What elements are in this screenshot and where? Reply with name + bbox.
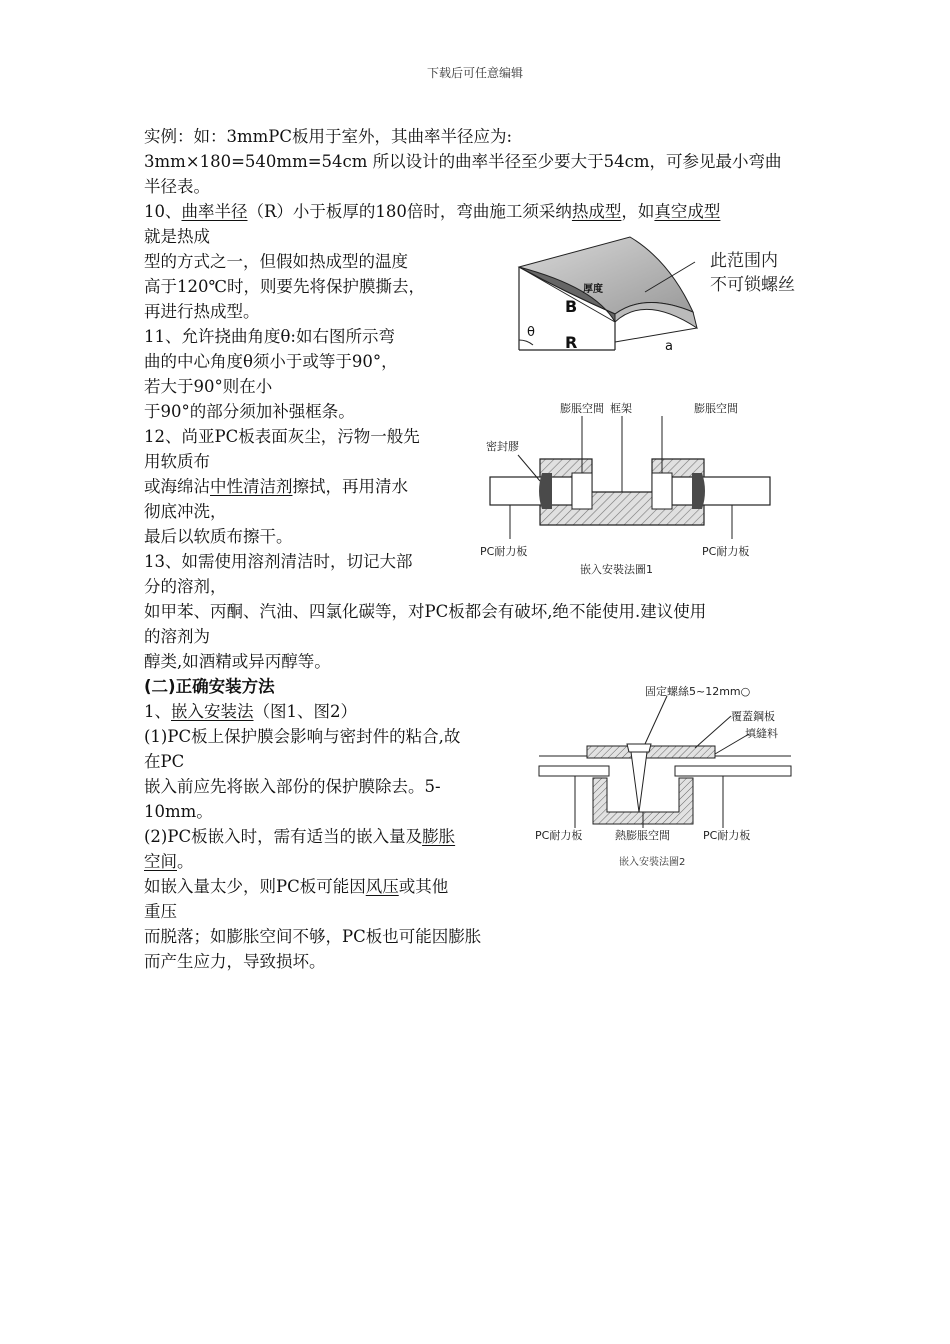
text-line: 若大于90°则在小: [144, 377, 273, 396]
section-heading: (二)正确安装方法: [144, 677, 275, 696]
term-wind-pressure: 风压: [365, 877, 399, 896]
figure-caption: 嵌入安裝法圖2: [619, 857, 686, 868]
term-embedded-install: 嵌入安装法: [171, 702, 254, 721]
text-line: 3mm×180=540mm=54cm 所以设计的曲率半径至少要大于54cm，可参见最小弯曲: [144, 152, 782, 171]
bend-angle-figure: [505, 232, 805, 357]
term-neutral-cleaner: 中性清洁剂: [210, 477, 293, 496]
text-line: [144, 202, 720, 222]
text-line: 醇类,如酒精或异丙醇等。: [144, 652, 331, 671]
text-line: 彻底冲洗，: [144, 502, 227, 521]
label-theta: θ: [527, 325, 535, 340]
text-line: [144, 852, 194, 872]
term-space: 空间: [144, 852, 177, 871]
text-line: 而产生应力，导致损坏。: [144, 952, 326, 971]
item-number: 10、: [144, 202, 182, 221]
text-fragment: ，如: [621, 202, 655, 221]
label-r: R: [565, 333, 578, 352]
figure-caption: 嵌入安裝法圖1: [580, 563, 653, 576]
text-line: 实例：如：3mmPC板用于室外，其曲率半径应为:: [144, 127, 513, 146]
label-expansion-left: 膨脹空間: [560, 402, 604, 415]
label-frame: 框架: [610, 402, 632, 415]
expansion-gap-right: [652, 473, 672, 509]
note-line-1: 此范围内: [710, 251, 778, 271]
text-line: 用软质布: [144, 452, 210, 471]
label-pc-left: PC耐力板: [480, 545, 528, 558]
sealant-right: [692, 473, 705, 509]
label-a: a: [665, 339, 673, 354]
text-line: 11、允许挠曲角度θ:如右图所示弯: [144, 327, 395, 346]
text-line: 重压: [144, 902, 177, 921]
label-cover: 覆蓋鋼板: [731, 710, 775, 723]
text-line: 12、尚亚PC板表面灰尘，污物一般先: [144, 427, 420, 446]
label-filler: 填縫料: [745, 727, 778, 740]
embedded-install-figure-1: [480, 397, 780, 577]
label-sealant: 密封膠: [486, 440, 519, 453]
text-fragment: （R）小于板厚的180倍时，弯曲施工须采纳: [247, 202, 572, 221]
text-line: [144, 477, 408, 497]
text-line: 于90°的部分须加补强框条。: [144, 402, 355, 421]
term-expansion: 膨胀: [422, 827, 456, 846]
text-fragment: 或其他: [398, 877, 449, 896]
text-line: [144, 827, 455, 847]
text-line: 而脱落；如膨胀空间不够，PC板也可能因膨胀: [144, 927, 482, 946]
text-line: 分的溶剂，: [144, 577, 227, 596]
text-line: [144, 702, 357, 722]
label-thickness: 厚度: [583, 284, 603, 295]
leader-screw: [645, 696, 667, 744]
text-line: (1)PC板上保护膜会影响与密封件的粘合,故: [144, 727, 461, 746]
angle-arc: [519, 340, 533, 345]
label-pc-right: PC耐力板: [702, 545, 750, 558]
text-line: 的溶剂为: [144, 627, 210, 646]
text-line: [144, 877, 448, 897]
item-number: 1、: [144, 702, 171, 721]
text-line: 再进行热成型。: [144, 302, 260, 321]
text-line: 高于120℃时，则要先将保护膜撕去，: [144, 277, 425, 296]
term-curvature-radius: 曲率半径: [181, 202, 248, 221]
embedded-install-figure-2: [535, 682, 795, 872]
expansion-gap-left: [572, 473, 592, 509]
text-fragment: 或海绵沾: [144, 477, 210, 496]
label-hot-expansion: 熱膨脹空間: [615, 829, 670, 842]
text-line: 10mm。: [144, 802, 213, 821]
label-screw: 固定螺絲5~12mm○: [645, 685, 751, 698]
label-pc-right: PC耐力板: [703, 829, 751, 842]
pc-panel-right: [675, 766, 791, 776]
sealant-left: [539, 473, 552, 509]
label-expansion-right: 膨脹空間: [694, 402, 738, 415]
text-fragment: （图1、图2）: [253, 702, 357, 721]
dimension-line-a: [615, 328, 697, 342]
screw-body: [631, 752, 647, 812]
text-fragment: (2)PC板嵌入时，需有适当的嵌入量及: [144, 827, 423, 846]
pc-panel-right: [672, 477, 770, 505]
screw-head: [627, 744, 651, 752]
label-b: B: [565, 297, 578, 316]
text-line: 曲的中心角度θ须小于或等于90°，: [144, 352, 398, 371]
text-line: 13、如需使用溶剂清洁时，切记大部: [144, 552, 413, 571]
text-fragment: 擦拭，再用清水: [292, 477, 408, 496]
leader-filler: [715, 734, 749, 754]
term-thermoforming: 热成型: [571, 202, 622, 221]
page-header: 下载后可任意编辑: [426, 66, 523, 80]
text-line: 最后以软质布擦干。: [144, 527, 293, 546]
note-line-2: 不可锁螺丝: [710, 275, 795, 295]
label-pc-left: PC耐力板: [535, 829, 583, 842]
text-fragment: 如嵌入量太少，则PC板可能因: [144, 877, 366, 896]
text-line: 在PC: [144, 752, 185, 771]
text-line: 就是热成: [144, 227, 210, 246]
text-fragment: 。: [177, 852, 194, 871]
pc-panel-left: [539, 766, 609, 776]
text-line: 如甲苯、丙酮、汽油、四氯化碳等，对PC板都会有破坏,绝不能使用.建议使用: [144, 602, 707, 621]
text-line: 嵌入前应先将嵌入部份的保护膜除去。5-: [144, 777, 441, 796]
pc-panel-left: [490, 477, 572, 505]
term-vacuum-forming: 真空成型: [654, 202, 721, 221]
text-line: 型的方式之一，但假如热成型的温度: [144, 252, 408, 271]
leader-cover: [695, 716, 731, 748]
text-line: 半径表。: [144, 177, 210, 196]
